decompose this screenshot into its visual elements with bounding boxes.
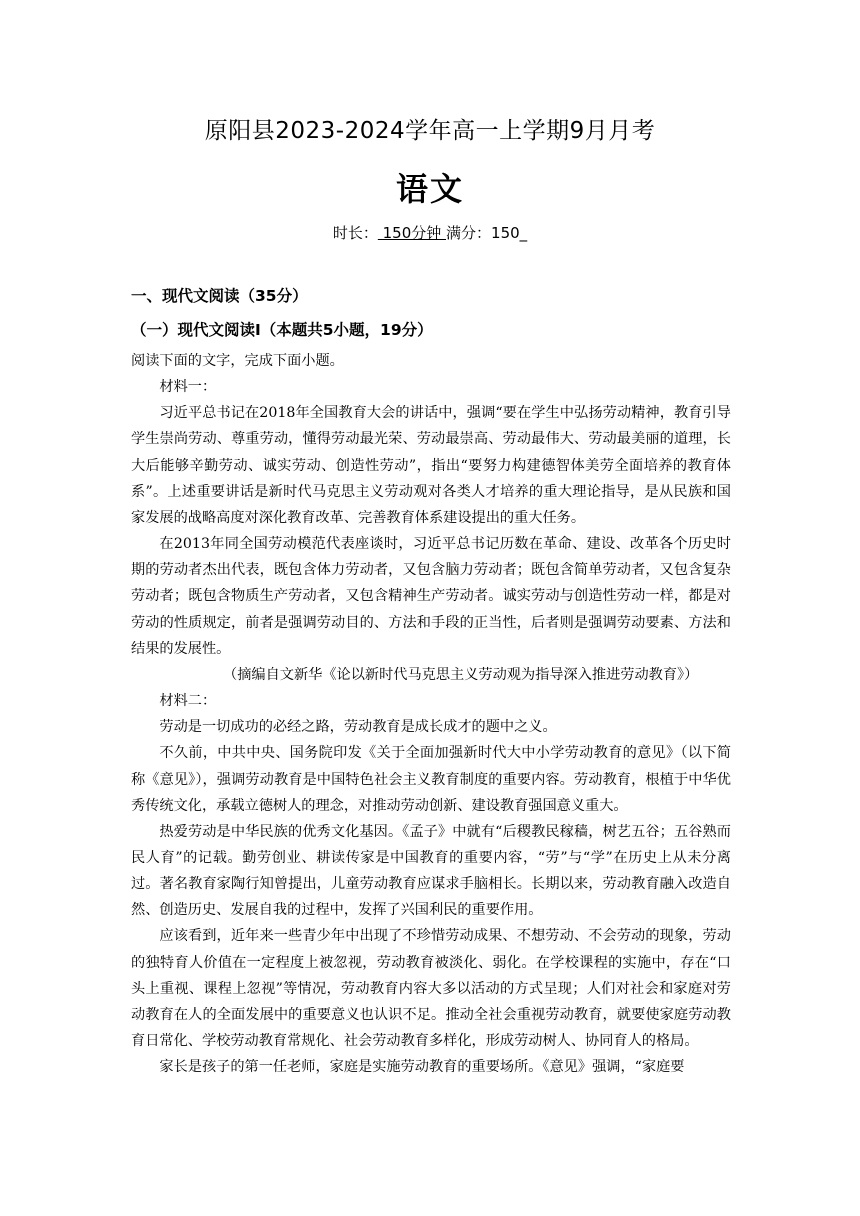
- paragraph: 在2013年同全国劳动模范代表座谈时，习近平总书记历数在革命、建设、改革各个历史时期的劳动者杰出代表，既包含体力劳动者，又包含脑力劳动者；既包含简单劳动者，又包含复杂劳动者；既包含物质生产劳动者，又包含精神生产劳动者。诚实劳动与创造性劳动一样，都是对劳动的性质规定，前者是强调劳动目的、方法和手段的正当性，后者则是强调劳动要素、方法和结果的发展性。: [131, 536, 731, 657]
- reading-passage: [131, 348, 731, 1080]
- paragraph: 家长是孩子的第一任老师，家庭是实施劳动教育的重要场所。《意见》强调，“家庭要: [159, 1059, 685, 1076]
- sub-section-heading: （一）现代文阅读Ⅰ（本题共5小题，19分）: [131, 321, 433, 339]
- paragraph: 劳动是一切成功的必经之路，劳动教育是成长成才的题中之义。: [159, 719, 557, 736]
- subject-title: 语文: [395, 170, 464, 208]
- score-label: 满分：: [446, 224, 492, 242]
- score-value: 150_: [491, 224, 528, 242]
- source-citation: （摘编自文新华《论以新时代马克思主义劳动观为指导深入推进劳动教育》）: [223, 666, 699, 683]
- material-2-label: 材料二：: [159, 693, 217, 710]
- section-heading: 一、现代文阅读（35分）: [131, 287, 308, 305]
- paragraph: 不久前，中共中央、国务院印发《关于全面加强新时代大中小学劳动教育的意见》（以下简称《意见》），强调劳动教育是中国特色社会主义教育制度的重要内容。劳动教育，根植于中华优秀传统文化，承载立德树人的理念，对推动劳动创新、建设教育强国意义重大。: [131, 745, 731, 814]
- duration-label: 时长：: [332, 224, 378, 242]
- exam-meta: [0, 222, 860, 243]
- material-1-label: 材料一：: [159, 379, 217, 396]
- instruction-text: 阅读下面的文字，完成下面小题。: [131, 353, 344, 369]
- paragraph: 应该看到，近年来一些青少年中出现了不珍惜劳动成果、不想劳动、不会劳动的现象，劳动的独特育人价值在一定程度上被忽视，劳动教育被淡化、弱化。在学校课程的实施中，存在“口头上重视、课程上忽视”等情况，劳动教育内容大多以活动的方式呈现；人们对社会和家庭对劳动教育在人的全面发展中的重要意义也认识不足。推动全社会重视劳动教育，就要使家庭劳动教育日常化、学校劳动教育常规化、社会劳动教育多样化，形成劳动树人、协同育人的格局。: [131, 928, 731, 1050]
- exam-title: 原阳县2023-2024学年高一上学期9月月考: [204, 118, 656, 144]
- paragraph: 习近平总书记在2018年全国教育大会的讲话中，强调“要在学生中弘扬劳动精神，教育引导学生崇尚劳动、尊重劳动，懂得劳动最光荣、劳动最崇高、劳动最伟大、劳动最美丽的道理，长大后能够辛勤劳动、诚实劳动、创造性劳动”，指出“要努力构建德智体美劳全面培养的教育体系”。上述重要讲话是新时代马克思主义劳动观对各类人才培养的重大理论指导，是从民族和国家发展的战略高度对深化教育改革、完善教育体系建设提出的重大任务。: [131, 405, 731, 526]
- paragraph: 热爱劳动是中华民族的优秀文化基因。《孟子》中就有“后稷教民稼穑，树艺五谷；五谷熟而民人育”的记载。勤劳创业、耕读传家是中国教育的重要内容，“劳”与“学”在历史上从未分离过。著名教育家陶行知曾提出，儿童劳动教育应谋求手脑相长。长期以来，劳动教育融入改造自然、创造历史、发展自我的过程中，发挥了兴国利民的重要作用。: [131, 823, 731, 919]
- duration-value: 150分钟: [377, 224, 447, 242]
